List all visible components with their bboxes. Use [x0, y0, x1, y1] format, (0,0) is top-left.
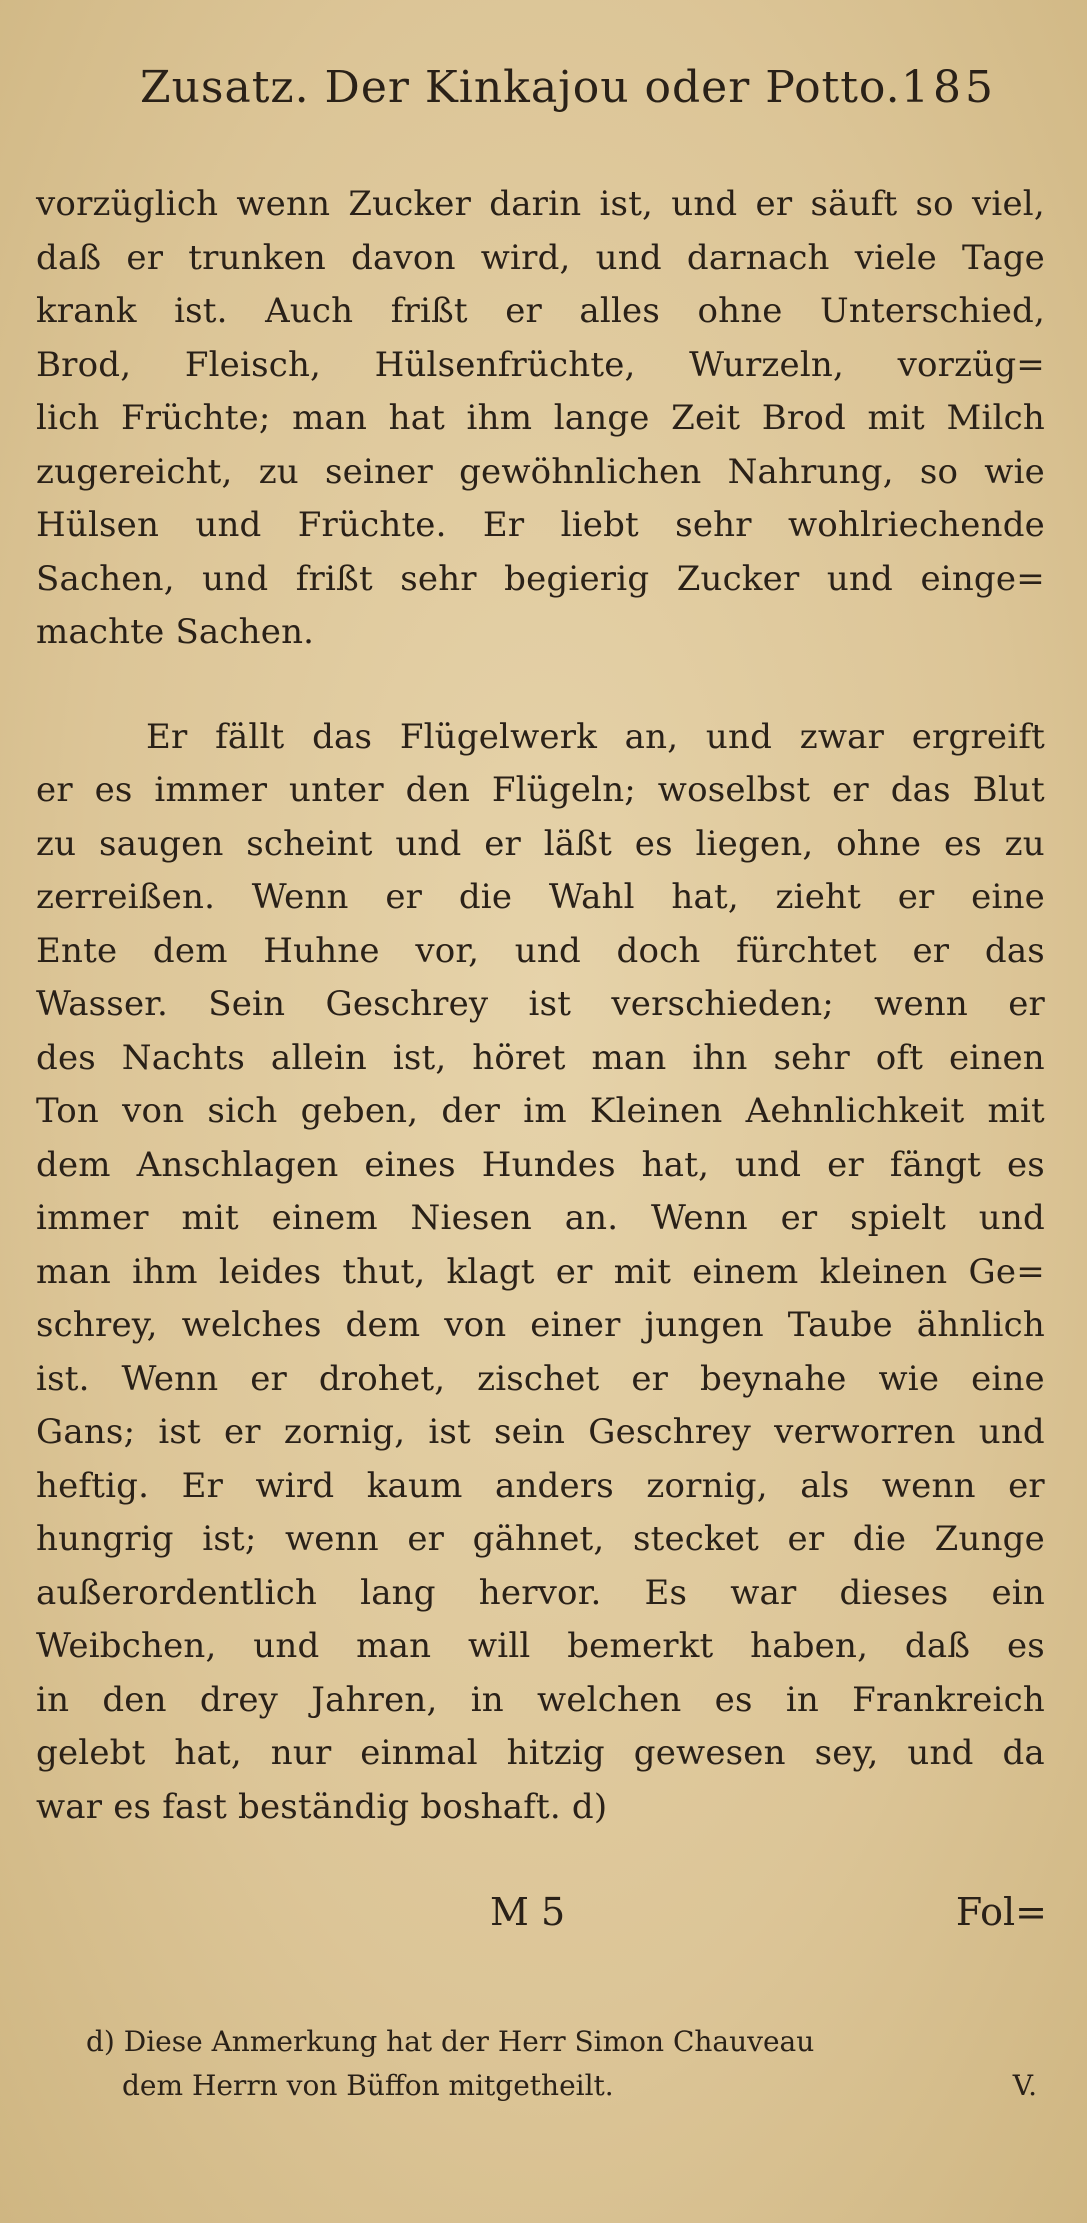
running-title: Zusatz. Der Kinkajou oder Potto.	[140, 62, 901, 113]
paragraph-2	[36, 711, 1045, 1835]
footnote-initial: V.	[1012, 2069, 1037, 2102]
text-line	[36, 1139, 1045, 1193]
text-line	[36, 818, 1045, 872]
text-line	[36, 1674, 1045, 1728]
text-line-content: dem Anschlagen eines Hundes hat, und er fängt es	[36, 1144, 1045, 1185]
text-line	[36, 1620, 1045, 1674]
text-line-content: zu saugen scheint und er läßt es liegen, ohne es zu	[36, 823, 1045, 864]
text-line	[36, 711, 1045, 765]
footnote-line	[86, 2064, 1037, 2108]
text-line	[36, 1781, 1045, 1835]
text-line-content: daß er trunken davon wird, und darnach viele Tage	[36, 237, 1045, 278]
text-line-content: hungrig ist; wenn er gähnet, stecket er die Zunge	[36, 1519, 1045, 1559]
text-line	[36, 178, 1045, 232]
text-line	[36, 1299, 1045, 1353]
text-line-content: schrey, welches dem von einer jungen Taube ähnlich	[36, 1305, 1045, 1345]
text-line-content: Ton von sich geben, der im Kleinen Aehnlichkeit mit	[36, 1091, 1045, 1131]
text-line-content: gelebt hat, nur einmal hitzig gewesen sey, und da	[36, 1733, 1045, 1773]
text-line-content: des Nachts allein ist, höret man ihn sehr oft einen	[36, 1037, 1045, 1078]
text-line	[36, 1192, 1045, 1246]
text-line-content: war es fast beständig boshaft. d)	[36, 1786, 608, 1827]
text-line	[36, 1727, 1045, 1781]
page-number: 185	[901, 62, 997, 113]
text-line-content: man ihm leides thut, klagt er mit einem kleinen Ge=	[36, 1251, 1045, 1292]
text-line-content: Weibchen, und man will bemerkt haben, daß es	[36, 1626, 1045, 1666]
text-line-content: krank ist. Auch frißt er alles ohne Unterschied,	[36, 291, 1045, 331]
text-line-content: Ente dem Huhne vor, und doch fürchtet er das	[36, 930, 1045, 971]
footnote-line	[86, 2020, 1037, 2064]
signature-row	[0, 1890, 1087, 1950]
text-line	[36, 764, 1045, 818]
signature-mark: M 5	[490, 1890, 566, 1934]
text-line-content: Hülsen und Früchte. Er liebt sehr wohlriechende	[36, 505, 1045, 545]
text-line	[36, 339, 1045, 393]
text-line	[36, 553, 1045, 607]
text-line	[36, 499, 1045, 553]
text-line	[36, 925, 1045, 979]
paragraph-gap	[36, 660, 1045, 711]
text-line-content: Gans; ist er zornig, ist sein Geschrey verworren und	[36, 1412, 1045, 1452]
text-line	[36, 285, 1045, 339]
text-line-content: Sachen, und frißt sehr begierig Zucker und einge=	[36, 558, 1045, 599]
text-line-content: immer mit einem Niesen an. Wenn er spielt und	[36, 1198, 1045, 1238]
text-line-content: außerordentlich lang hervor. Es war dieses ein	[36, 1572, 1045, 1613]
paragraph-1	[36, 178, 1045, 660]
text-line	[36, 978, 1045, 1032]
text-line-content: Er fällt das Flügelwerk an, und zwar ergreift	[146, 716, 1045, 757]
text-line	[36, 392, 1045, 446]
text-line-content: Brod, Fleisch, Hülsenfrüchte, Wurzeln, vorzüg=	[36, 344, 1045, 385]
text-line-content: zugereicht, zu seiner gewöhnlichen Nahrung, so wie	[36, 451, 1045, 492]
text-line	[36, 1032, 1045, 1086]
catchword: Fol=	[955, 1890, 1047, 1934]
text-line-content: er es immer unter den Flügeln; woselbst er das Blut	[36, 770, 1045, 810]
text-line	[36, 1353, 1045, 1407]
page-header	[140, 62, 1027, 132]
text-line	[36, 1246, 1045, 1300]
text-line	[36, 1406, 1045, 1460]
text-line-content: in den drey Jahren, in welchen es in Frankreich	[36, 1679, 1045, 1720]
text-line-content: lich Früchte; man hat ihm lange Zeit Brod mit Milch	[36, 398, 1045, 438]
text-line-content: Wasser. Sein Geschrey ist verschieden; wenn er	[36, 984, 1045, 1024]
main-text	[36, 178, 1045, 1834]
footnote-text-2: dem Herrn von Büffon mitgetheilt.	[122, 2069, 614, 2102]
text-line	[36, 1460, 1045, 1514]
text-line	[36, 606, 1045, 660]
text-line-content: ist. Wenn er drohet, zischet er beynahe wie eine	[36, 1358, 1045, 1399]
text-line-content: zerreißen. Wenn er die Wahl hat, zieht er eine	[36, 877, 1045, 917]
text-line-content: vorzüglich wenn Zucker darin ist, und er säuft so viel,	[36, 184, 1045, 224]
text-line	[36, 1513, 1045, 1567]
text-line-content: machte Sachen.	[36, 612, 315, 652]
text-line	[36, 232, 1045, 286]
footnote-text-1: d) Diese Anmerkung hat der Herr Simon Chauveau	[86, 2025, 815, 2058]
text-line	[36, 446, 1045, 500]
text-line	[36, 871, 1045, 925]
footnote	[86, 2020, 1037, 2108]
text-line	[36, 1567, 1045, 1621]
text-line-content: heftig. Er wird kaum anders zornig, als wenn er	[36, 1465, 1045, 1506]
text-line	[36, 1085, 1045, 1139]
